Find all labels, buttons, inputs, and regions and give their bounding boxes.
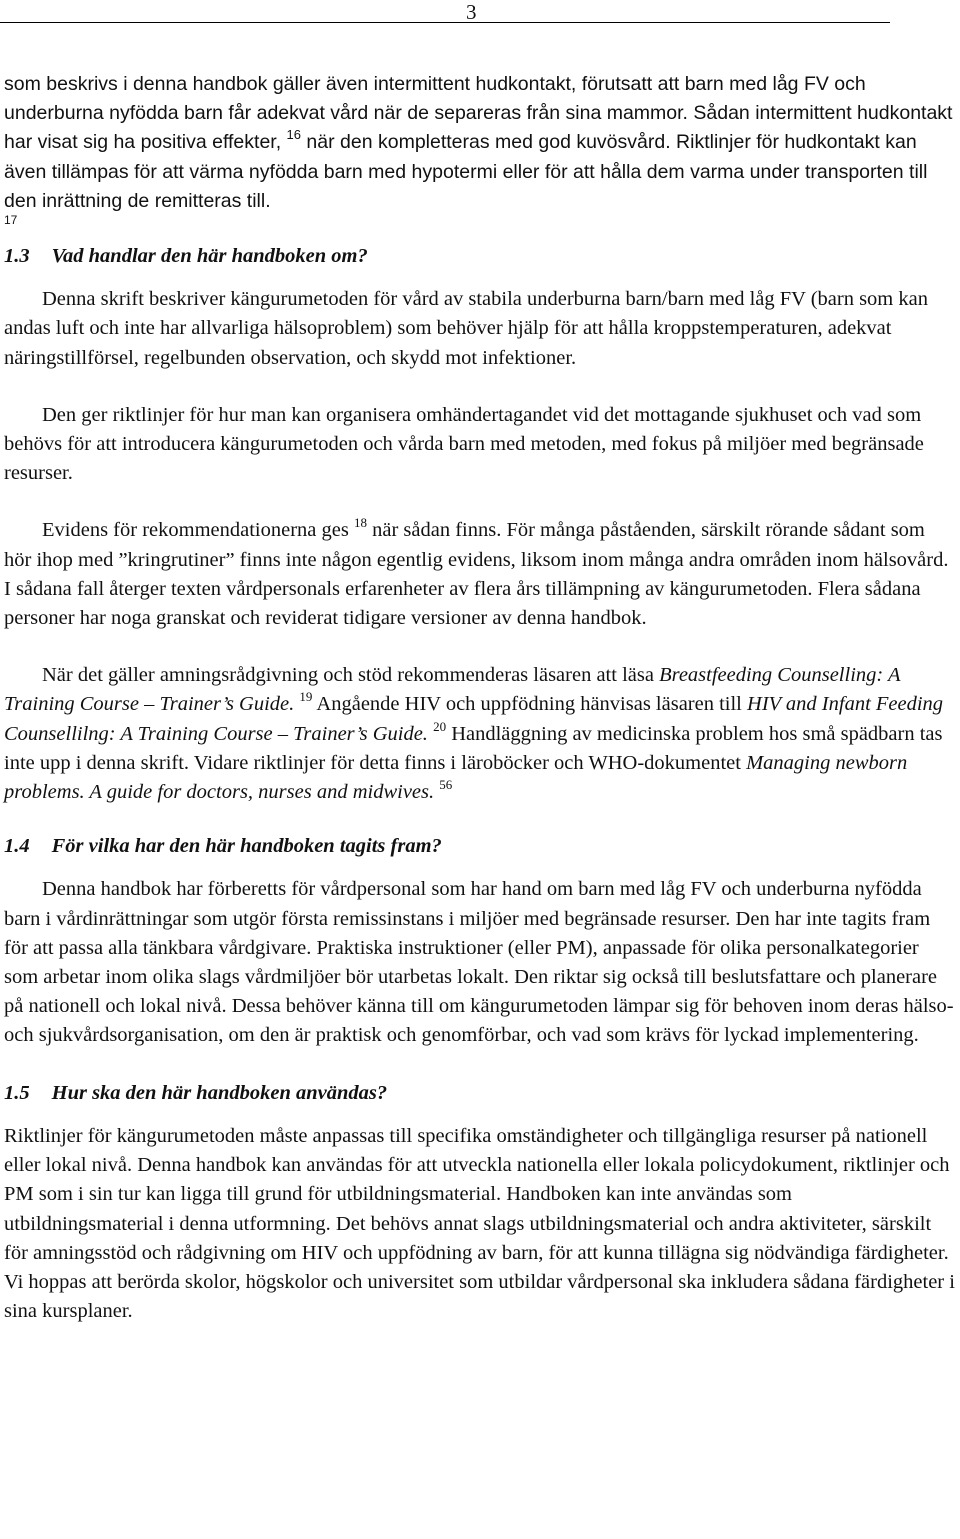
paragraph-guidelines: Den ger riktlinjer för hur man kan organisera omhändertagandet vid det mottagande sjukhuset och vad som behövs för att introducera kängurumetoden och vårda barn med metoden, med fokus på miljöer med begränsade resurser. bbox=[4, 403, 924, 485]
section-number: 1.3 bbox=[4, 245, 30, 268]
text-run: när den kompletteras med god kuvösvård. Riktlinjer för hudkontakt kan även tillämpas för att värma nyfödda barn med hypotermi eller för att hålla dem varma under transporten till den inrättning de remitteras till. bbox=[4, 131, 928, 212]
reference-title: HIV and Infant Feeding Counsellilng: A Training Course – Trainer’s Guide. bbox=[4, 693, 944, 745]
paragraph-references bbox=[4, 661, 956, 807]
footnote-ref: 19 bbox=[299, 689, 313, 705]
header-rule bbox=[0, 22, 890, 23]
text-run: Handläggning av medicinska problem hos små spädbarn tas inte upp i denna skrift. Vidare riktlinjer för detta finns i läroböcker och WHO-dokumentet bbox=[4, 722, 943, 774]
paragraph-scope: Denna skrift beskriver kängurumetoden för vård av stabila underburna barn/barn med låg FV (barn som kan andas luft och inte har allvarliga hälsoproblem) som behöver hjälp för att hålla kroppstemperaturen, adekvat näringstillförsel, regelbunden observation, och skydd mot infektioner. bbox=[4, 288, 928, 369]
document-body bbox=[4, 70, 956, 1326]
paragraph-evidence bbox=[4, 516, 956, 633]
text-run: Evidens för rekommendationerna ges bbox=[42, 519, 354, 542]
reference-title: Breastfeeding Counselling: A Training Course – Trainer’s Guide. bbox=[4, 664, 901, 716]
footnote-ref: 56 bbox=[439, 777, 453, 793]
footnote-ref: 18 bbox=[353, 515, 367, 531]
reference-title: Managing newborn problems. A guide for doctors, nurses and midwives. bbox=[4, 751, 908, 804]
section-heading-1-5 bbox=[4, 1079, 956, 1108]
text-run: När det gäller amningsrådgivning och stöd rekommenderas läsaren att läsa bbox=[42, 664, 660, 687]
paragraph-intermittent-contact bbox=[4, 70, 956, 228]
text-run: Angående HIV och uppfödning hänvisas läsaren till bbox=[312, 693, 748, 716]
section-number: 1.4 bbox=[4, 835, 30, 858]
paragraph-audience: Denna handbok har förberetts för vårdpersonal som har hand om barn med låg FV och underburna nyfödda barn i vårdinrättningar som utgör första remissinstans i miljöer med begränsade resurser. Den har inte tagits fram för att passa alla tänkbara vårdgivare. Praktiska instruktioner (eller PM), anpassade för olika personalkategorier som arbetar inom olika slags vårdmiljöer bör utarbetas lokalt. Den riktar sig också till beslutsfattare och planerare på nationell och lokal nivå. Dessa behöver känna till om kängurumetoden lämpar sig för behoven inom deras hälso- och sjukvårdsorganisation, om den är praktisk och genomförbar, och vad som krävs för lyckad implementering. bbox=[4, 878, 954, 1047]
text-run: när sådan finns. För många påståenden, särskilt rörande sådant som hör ihop med ”kringrutiner” finns inte någon egentlig evidens, liksom inom många andra områden inom hälsovård. I sådana fall återger texten vårdpersonals erfarenheter av flera års tillämpning av kängurumetoden. Flera sådana personer har noga granskat och reviderat tidigare versioner av denna handbok. bbox=[4, 519, 949, 630]
footnote-ref: 17 bbox=[4, 213, 18, 228]
section-title: Hur ska den här handboken användas? bbox=[51, 1081, 388, 1104]
footnote-ref: 16 bbox=[286, 127, 302, 143]
section-heading-1-3 bbox=[4, 242, 956, 271]
section-number: 1.5 bbox=[4, 1081, 30, 1104]
section-heading-1-4 bbox=[4, 832, 956, 861]
footnote-ref: 20 bbox=[433, 718, 447, 734]
page-number: 3 bbox=[466, 0, 477, 24]
text-run: som beskrivs i denna handbok gäller även intermittent hudkontakt, förutsatt att barn med låg FV och underburna nyfödda barn får adekvat vård när de separeras från sina mammor. Sådan intermittent hudkontakt har visat sig ha positiva effekter, bbox=[4, 73, 953, 154]
section-title: För vilka har den här handboken tagits fram? bbox=[51, 835, 442, 858]
section-title: Vad handlar den här handboken om? bbox=[51, 245, 368, 268]
paragraph-usage: Riktlinjer för kängurumetoden måste anpassas till specifika omständigheter och tillgängliga resurser på nationell eller lokal nivå. Denna handbok kan användas för att utveckla nationella eller lokala policydokument, riktlinjer och PM som i sin tur kan ligga till grund för utbildningsmaterial. Handboken kan inte användas som utbildningsmaterial i denna utformning. Det behövs annat slags utbildningsmaterial och andra aktiviteter, särskilt för amningsstöd och rådgivning om HIV och uppfödning av barn, för att kunna tillägna sig nödvändiga färdigheter. Vi hoppas att berörda skolor, högskolor och universitet som utbildar vårdpersonal ska inkludera sådana färdigheter i sina kursplaner. bbox=[4, 1124, 955, 1323]
